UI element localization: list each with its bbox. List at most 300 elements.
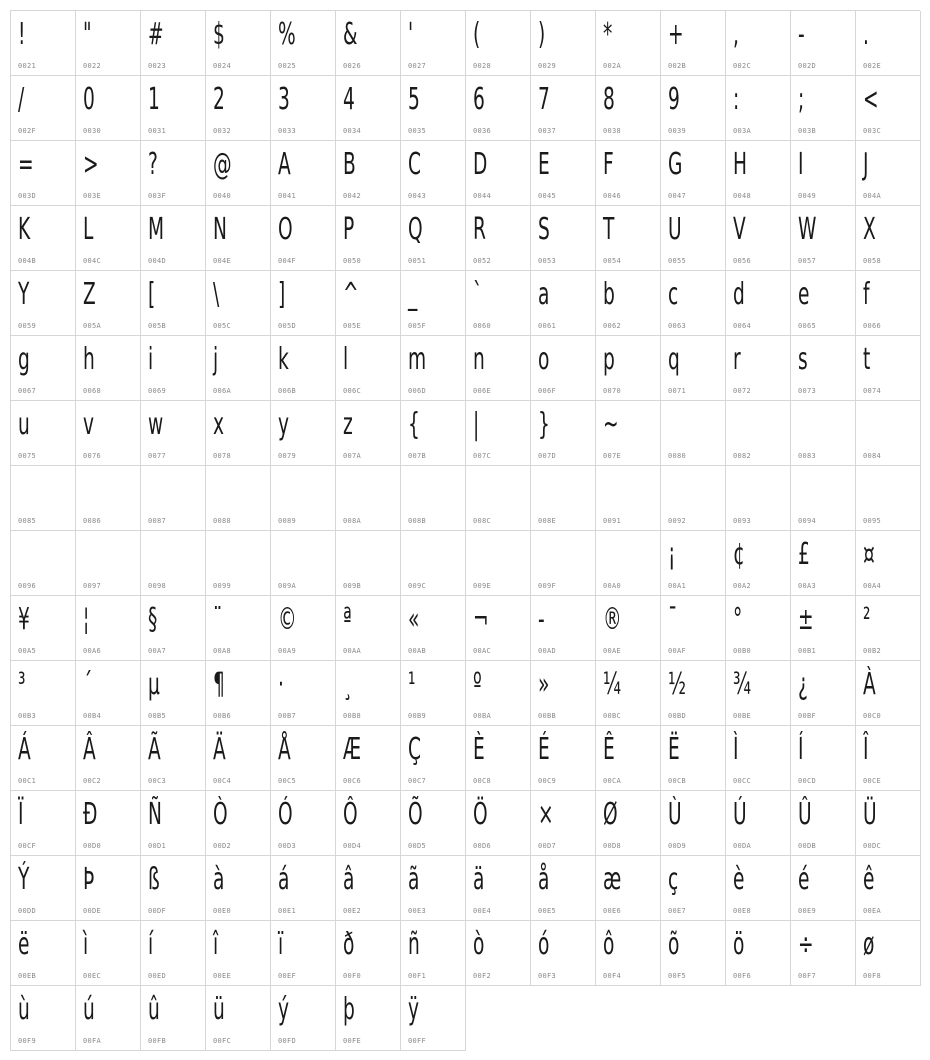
glyph-char: ý [278,992,290,1027]
glyph-codepoint: 00FE [343,1037,362,1045]
glyph-cell [76,271,141,336]
glyph-cell [11,76,76,141]
glyph-cell [726,856,791,921]
glyph-cell [726,141,791,206]
glyph-codepoint: 0087 [148,517,167,525]
glyph-codepoint: 0099 [213,582,232,590]
glyph-codepoint: 004D [148,257,167,265]
glyph-codepoint: 009A [278,582,297,590]
glyph-cell [76,921,141,986]
glyph-codepoint: 00AD [538,647,557,655]
glyph-char: ² [863,602,871,637]
glyph-cell [401,596,466,661]
glyph-cell [466,206,531,271]
glyph-char: J [863,147,869,182]
glyph-char: ¨ [213,602,223,637]
glyph-cell [206,271,271,336]
glyph-codepoint: 008A [343,517,362,525]
glyph-codepoint: 00B5 [148,712,167,720]
glyph-codepoint: 0049 [798,192,817,200]
glyph-cell [531,336,596,401]
glyph-cell [401,401,466,466]
glyph-codepoint: 002B [668,62,687,70]
glyph-codepoint: 00D6 [473,842,492,850]
glyph-codepoint: 009B [343,582,362,590]
glyph-cell [11,921,76,986]
glyph-cell [791,401,856,466]
glyph-char: ã [408,862,420,897]
glyph-char: ¢ [733,537,745,572]
glyph-cell [206,661,271,726]
glyph-char: È [473,732,485,767]
glyph-char: § [148,602,158,637]
glyph-codepoint: 0022 [83,62,102,70]
glyph-char: è [733,862,745,897]
glyph-char: ª [343,602,352,637]
glyph-cell [401,856,466,921]
glyph-char: s [798,342,808,377]
glyph-char: Ò [213,797,228,832]
glyph-cell [141,466,206,531]
glyph-codepoint: 0055 [668,257,687,265]
glyph-codepoint: 003C [863,127,882,135]
glyph-cell [206,466,271,531]
glyph-char: Ý [18,862,30,897]
glyph-cell [856,76,921,141]
glyph-codepoint: 00EC [83,972,102,980]
glyph-char: Ú [733,797,747,832]
glyph-char: 6 [473,82,485,117]
glyph-char: n [473,342,485,377]
glyph-char: a [538,277,550,312]
glyph-grid [10,10,920,1051]
glyph-char: N [213,212,227,247]
glyph-cell [661,596,726,661]
glyph-char: v [83,407,95,442]
glyph-cell [466,11,531,76]
glyph-codepoint: 00E9 [798,907,817,915]
glyph-char: ü [213,992,225,1027]
glyph-codepoint: 0094 [798,517,817,525]
glyph-char: K [18,212,31,247]
glyph-codepoint: 0051 [408,257,427,265]
glyph-cell [726,11,791,76]
glyph-char: ¸ [343,667,353,702]
glyph-cell [206,336,271,401]
glyph-codepoint: 00C5 [278,777,297,785]
glyph-char: í [148,927,154,962]
glyph-cell [531,791,596,856]
glyph-codepoint: 006B [278,387,297,395]
glyph-char: ( [473,17,481,52]
glyph-codepoint: 00E7 [668,907,687,915]
glyph-cell [271,141,336,206]
glyph-char: Y [18,277,30,312]
glyph-codepoint: 0079 [278,452,297,460]
glyph-codepoint: 00ED [148,972,167,980]
glyph-cell [206,986,271,1051]
glyph-cell [856,11,921,76]
glyph-char: S [538,212,550,247]
glyph-codepoint: 00A0 [603,582,622,590]
glyph-char: : [733,82,740,117]
glyph-cell [661,661,726,726]
glyph-char: 9 [668,82,680,117]
glyph-char: d [733,277,745,312]
glyph-cell [141,986,206,1051]
glyph-codepoint: 00F1 [408,972,427,980]
glyph-char: b [603,277,615,312]
glyph-char: © [278,602,297,637]
glyph-cell [206,856,271,921]
glyph-cell [531,76,596,141]
glyph-char: ³ [18,667,26,702]
glyph-codepoint: 00D4 [343,842,362,850]
glyph-codepoint: 0091 [603,517,622,525]
glyph-cell [726,76,791,141]
glyph-codepoint: 00BA [473,712,492,720]
glyph-cell [401,791,466,856]
glyph-codepoint: 00D3 [278,842,297,850]
glyph-cell [531,531,596,596]
glyph-codepoint: 00BC [603,712,622,720]
glyph-char: / [18,82,25,117]
glyph-cell [596,141,661,206]
glyph-cell [76,141,141,206]
glyph-char: @ [213,147,232,182]
glyph-cell [11,336,76,401]
glyph-codepoint: 0061 [538,322,557,330]
glyph-char: » [538,667,550,702]
glyph-codepoint: 00E8 [733,907,752,915]
glyph-cell [596,791,661,856]
glyph-char: Ù [668,797,682,832]
glyph-cell [11,986,76,1051]
glyph-codepoint: 00A7 [148,647,167,655]
glyph-cell [271,856,336,921]
glyph-cell [726,466,791,531]
glyph-cell [466,596,531,661]
glyph-char: { [408,407,420,442]
glyph-char: P [343,212,355,247]
glyph-char: p [603,342,615,377]
glyph-codepoint: 0072 [733,387,752,395]
glyph-codepoint: 0058 [863,257,882,265]
glyph-char: Ö [473,797,488,832]
glyph-cell [791,206,856,271]
glyph-codepoint: 00F6 [733,972,752,980]
glyph-char: r [733,342,741,377]
glyph-cell [466,531,531,596]
glyph-codepoint: 0060 [473,322,492,330]
glyph-codepoint: 00B4 [83,712,102,720]
glyph-codepoint: 00C4 [213,777,232,785]
glyph-codepoint: 0074 [863,387,882,395]
glyph-cell [531,466,596,531]
glyph-codepoint: 002C [733,62,752,70]
glyph-cell [271,336,336,401]
glyph-cell [791,336,856,401]
glyph-codepoint: 00B9 [408,712,427,720]
glyph-cell [76,206,141,271]
glyph-cell [466,856,531,921]
glyph-codepoint: 007D [538,452,557,460]
glyph-cell [726,661,791,726]
glyph-cell [596,726,661,791]
glyph-char: ? [148,147,158,182]
glyph-char: å [538,862,550,897]
glyph-char: & [343,17,358,52]
glyph-codepoint: 004F [278,257,297,265]
glyph-codepoint: 0098 [148,582,167,590]
glyph-char: F [603,147,614,182]
glyph-char: ú [83,992,95,1027]
glyph-char: ÿ [408,992,420,1027]
glyph-codepoint: 00DC [863,842,882,850]
glyph-cell [206,141,271,206]
glyph-char: ) [538,17,546,52]
glyph-char: µ [148,667,160,702]
glyph-cell [401,921,466,986]
glyph-codepoint: 0024 [213,62,232,70]
glyph-cell [336,986,401,1051]
glyph-char: × [538,797,554,832]
glyph-codepoint: 00C7 [408,777,427,785]
glyph-char: é [798,862,810,897]
glyph-char: ÷ [798,927,814,962]
glyph-cell [661,531,726,596]
glyph-codepoint: 00F2 [473,972,492,980]
glyph-codepoint: 0077 [148,452,167,460]
glyph-codepoint: 0080 [668,452,687,460]
glyph-codepoint: 00B2 [863,647,882,655]
glyph-cell [271,921,336,986]
glyph-codepoint: 00AB [408,647,427,655]
glyph-cell [661,271,726,336]
glyph-char: 8 [603,82,615,117]
glyph-codepoint: 0037 [538,127,557,135]
glyph-char: Ð [83,797,98,832]
glyph-codepoint: 00F7 [798,972,817,980]
glyph-codepoint: 006A [213,387,232,395]
glyph-char: ë [18,927,30,962]
glyph-codepoint: 00D9 [668,842,687,850]
glyph-char: > [83,147,99,182]
glyph-char: º [473,667,482,702]
glyph-cell [206,401,271,466]
glyph-char: ¼ [603,667,622,702]
glyph-char: Ä [213,732,226,767]
glyph-char: O [278,212,293,247]
glyph-codepoint: 00CA [603,777,622,785]
glyph-char: w [148,407,164,442]
glyph-char: H [733,147,747,182]
glyph-codepoint: 0076 [83,452,102,460]
glyph-char: . [863,17,869,52]
glyph-char: ê [863,862,875,897]
glyph-codepoint: 0042 [343,192,362,200]
glyph-cell [401,11,466,76]
glyph-cell [141,596,206,661]
glyph-cell [466,271,531,336]
glyph-cell [141,76,206,141]
glyph-char: Â [83,732,96,767]
glyph-cell [271,531,336,596]
glyph-char: Î [863,732,869,767]
glyph-codepoint: 00A9 [278,647,297,655]
glyph-codepoint: 0047 [668,192,687,200]
glyph-char: k [278,342,289,377]
glyph-cell [466,76,531,141]
glyph-char: ß [148,862,160,897]
glyph-codepoint: 00E3 [408,907,427,915]
glyph-cell [856,336,921,401]
glyph-codepoint: 0030 [83,127,102,135]
glyph-cell [596,661,661,726]
glyph-codepoint: 00A3 [798,582,817,590]
glyph-cell [271,791,336,856]
glyph-cell [11,401,76,466]
glyph-cell [596,76,661,141]
glyph-char: ì [83,927,89,962]
glyph-codepoint: 0085 [18,517,37,525]
glyph-char: $ [213,17,225,52]
glyph-codepoint: 00CD [798,777,817,785]
glyph-codepoint: 0053 [538,257,557,265]
glyph-cell [76,596,141,661]
glyph-char: A [278,147,291,182]
glyph-char: Ã [148,732,161,767]
glyph-cell [531,596,596,661]
glyph-codepoint: 00C1 [18,777,37,785]
glyph-char: Í [798,732,804,767]
glyph-cell [336,271,401,336]
glyph-cell [141,661,206,726]
glyph-char: Þ [83,862,95,897]
glyph-char: · [278,667,284,702]
glyph-codepoint: 0039 [668,127,687,135]
glyph-char: C [408,147,421,182]
glyph-cell [791,271,856,336]
glyph-codepoint: 006C [343,387,362,395]
glyph-cell [141,791,206,856]
glyph-codepoint: 00E1 [278,907,297,915]
glyph-char: ' [408,17,414,52]
glyph-codepoint: 0043 [408,192,427,200]
glyph-codepoint: 00C2 [83,777,102,785]
glyph-cell [206,11,271,76]
glyph-codepoint: 0045 [538,192,557,200]
glyph-char: â [343,862,355,897]
glyph-codepoint: 006D [408,387,427,395]
glyph-cell [856,856,921,921]
glyph-cell [76,401,141,466]
glyph-char: 1 [148,82,160,117]
glyph-codepoint: 00AA [343,647,362,655]
glyph-cell [596,466,661,531]
glyph-cell [661,791,726,856]
glyph-codepoint: 00FB [148,1037,167,1045]
glyph-char: 2 [213,82,225,117]
glyph-char: I [798,147,804,182]
glyph-cell [661,76,726,141]
glyph-cell [11,531,76,596]
glyph-char: f [863,277,870,312]
glyph-codepoint: 00E2 [343,907,362,915]
glyph-cell [791,921,856,986]
glyph-char: û [148,992,160,1027]
glyph-char: ó [538,927,550,962]
glyph-codepoint: 004C [83,257,102,265]
glyph-cell [271,76,336,141]
glyph-codepoint: 00D0 [83,842,102,850]
glyph-codepoint: 00FF [408,1037,427,1045]
glyph-char: ¥ [18,602,30,637]
glyph-cell [76,661,141,726]
glyph-cell [271,726,336,791]
glyph-cell [726,531,791,596]
glyph-codepoint: 0093 [733,517,752,525]
glyph-cell [141,921,206,986]
glyph-codepoint: 00B7 [278,712,297,720]
glyph-codepoint: 00E6 [603,907,622,915]
glyph-codepoint: 0096 [18,582,37,590]
glyph-char: h [83,342,95,377]
glyph-codepoint: 00F5 [668,972,687,980]
glyph-cell [531,11,596,76]
glyph-codepoint: 00D5 [408,842,427,850]
glyph-char: Ç [408,732,421,767]
glyph-codepoint: 00D1 [148,842,167,850]
glyph-codepoint: 00A5 [18,647,37,655]
glyph-cell [11,791,76,856]
glyph-cell [141,336,206,401]
glyph-cell [11,726,76,791]
glyph-codepoint: 007A [343,452,362,460]
glyph-char: Ì [733,732,739,767]
glyph-cell [791,141,856,206]
glyph-codepoint: 0066 [863,322,882,330]
glyph-char: 4 [343,82,355,117]
glyph-cell [466,466,531,531]
glyph-char: ^ [343,277,359,312]
glyph-cell [856,466,921,531]
glyph-cell [791,791,856,856]
glyph-codepoint: 0044 [473,192,492,200]
glyph-codepoint: 008C [473,517,492,525]
glyph-cell [596,206,661,271]
glyph-codepoint: 00E0 [213,907,232,915]
glyph-cell [856,726,921,791]
glyph-cell [531,921,596,986]
glyph-char: ô [603,927,615,962]
glyph-codepoint: 00AC [473,647,492,655]
glyph-codepoint: 0075 [18,452,37,460]
glyph-char: Ø [603,797,618,832]
glyph-codepoint: 00CF [18,842,37,850]
glyph-codepoint: 00A2 [733,582,752,590]
glyph-codepoint: 00CE [863,777,882,785]
glyph-char: ´ [83,667,93,702]
glyph-codepoint: 009F [538,582,557,590]
glyph-codepoint: 003A [733,127,752,135]
glyph-cell [726,336,791,401]
glyph-cell [726,271,791,336]
glyph-char: ; [798,82,805,117]
glyph-cell [336,661,401,726]
glyph-codepoint: 00B6 [213,712,232,720]
glyph-cell [401,271,466,336]
